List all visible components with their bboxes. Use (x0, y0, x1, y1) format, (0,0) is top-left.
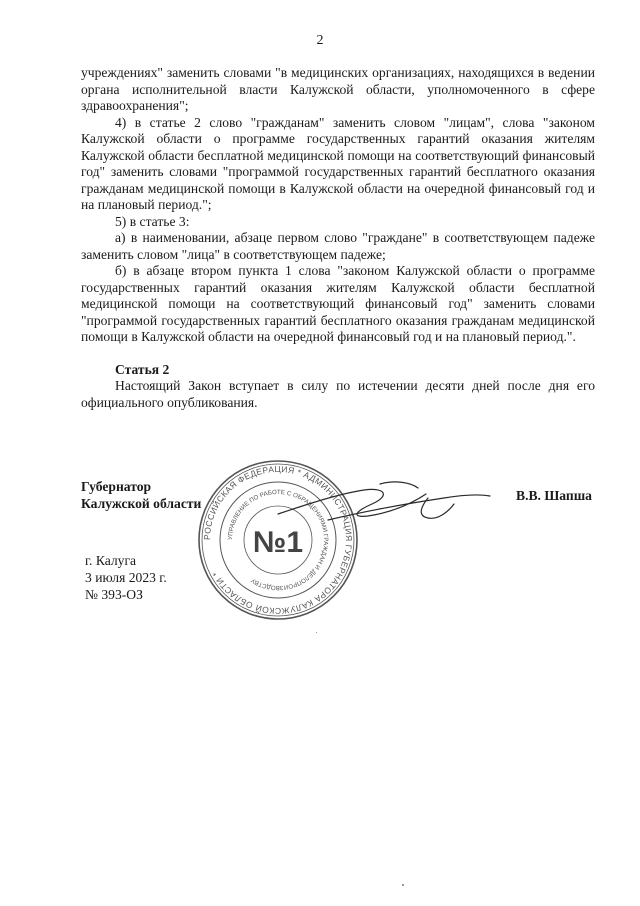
signatory-title (81, 478, 201, 512)
page-number: 2 (316, 33, 324, 48)
signatory-name: В.В. Шапша (516, 488, 592, 503)
signatory-title-line1: Губернатор (81, 479, 152, 494)
paragraph-item-5: 5) в статье 3: (115, 213, 190, 229)
city: г. Калуга (85, 553, 137, 568)
paragraph-continuation: учреждениях" заменить словами "в медицинских организациях, находящихся в ведении органа исполнительной власти Калужской области, уполномоченного в сфере здравоохранения"; (81, 65, 595, 113)
paragraph-item-5a: а) в наименовании, абзаце первом слово "граждане" в соответствующем падеже заменить словом "лица" в соответствующем падеже; (81, 230, 595, 262)
scan-speck (402, 884, 404, 886)
paragraph-item-4: 4) в статье 2 слово "гражданам" заменить словом "лицам", слова "законом Калужской области о программе государственных гарантий оказания жителям Калужской области бесплатной медицинской помощи на соответствующий финансовый год" заменить словами "программой государственных гарантий бесплатного оказания гражданам медицинской помощи в Калужской области на очередной финансовый год и на плановый период."; (81, 114, 595, 212)
handwritten-signature (268, 476, 500, 538)
article-2-text: Настоящий Закон вступает в силу по истечении десяти дней после дня его официального опубликования. (81, 378, 595, 410)
law-date: 3 июля 2023 г. (85, 570, 167, 585)
scan-speck (316, 632, 317, 633)
paragraph-item-5b: б) в абзаце втором пункта 1 слова "законом Калужской области о программе государственных гарантий оказания жителям Калужской области бесплатной медицинской помощи на соответствующий финансовый год" заменить словами "программой государственных гарантий бесплатного оказания гражданам медицинской помощи в Калужской области на очередной финансовый год и на плановый период.". (81, 263, 595, 344)
signatory-title-line2: Калужской области (81, 496, 202, 511)
place-date-number (81, 552, 167, 603)
seal-inner-text: УПРАВЛЕНИЕ ПО РАБОТЕ С ОБРАЩЕНИЯМИ ГРАЖДАН И ДЕЛОПРОИЗВОДСТВУ (226, 488, 330, 592)
seal-ring-text: РОССИЙСКАЯ ФЕДЕРАЦИЯ * АДМИНИСТРАЦИЯ ГУБЕРНАТОРА КАЛУЖСКОЙ ОБЛАСТИ * (201, 463, 355, 617)
law-number: № 393-ОЗ (85, 587, 143, 602)
document-body (81, 65, 595, 411)
seal-number: №1 (252, 526, 304, 559)
article-2-heading: Статья 2 (115, 361, 170, 377)
